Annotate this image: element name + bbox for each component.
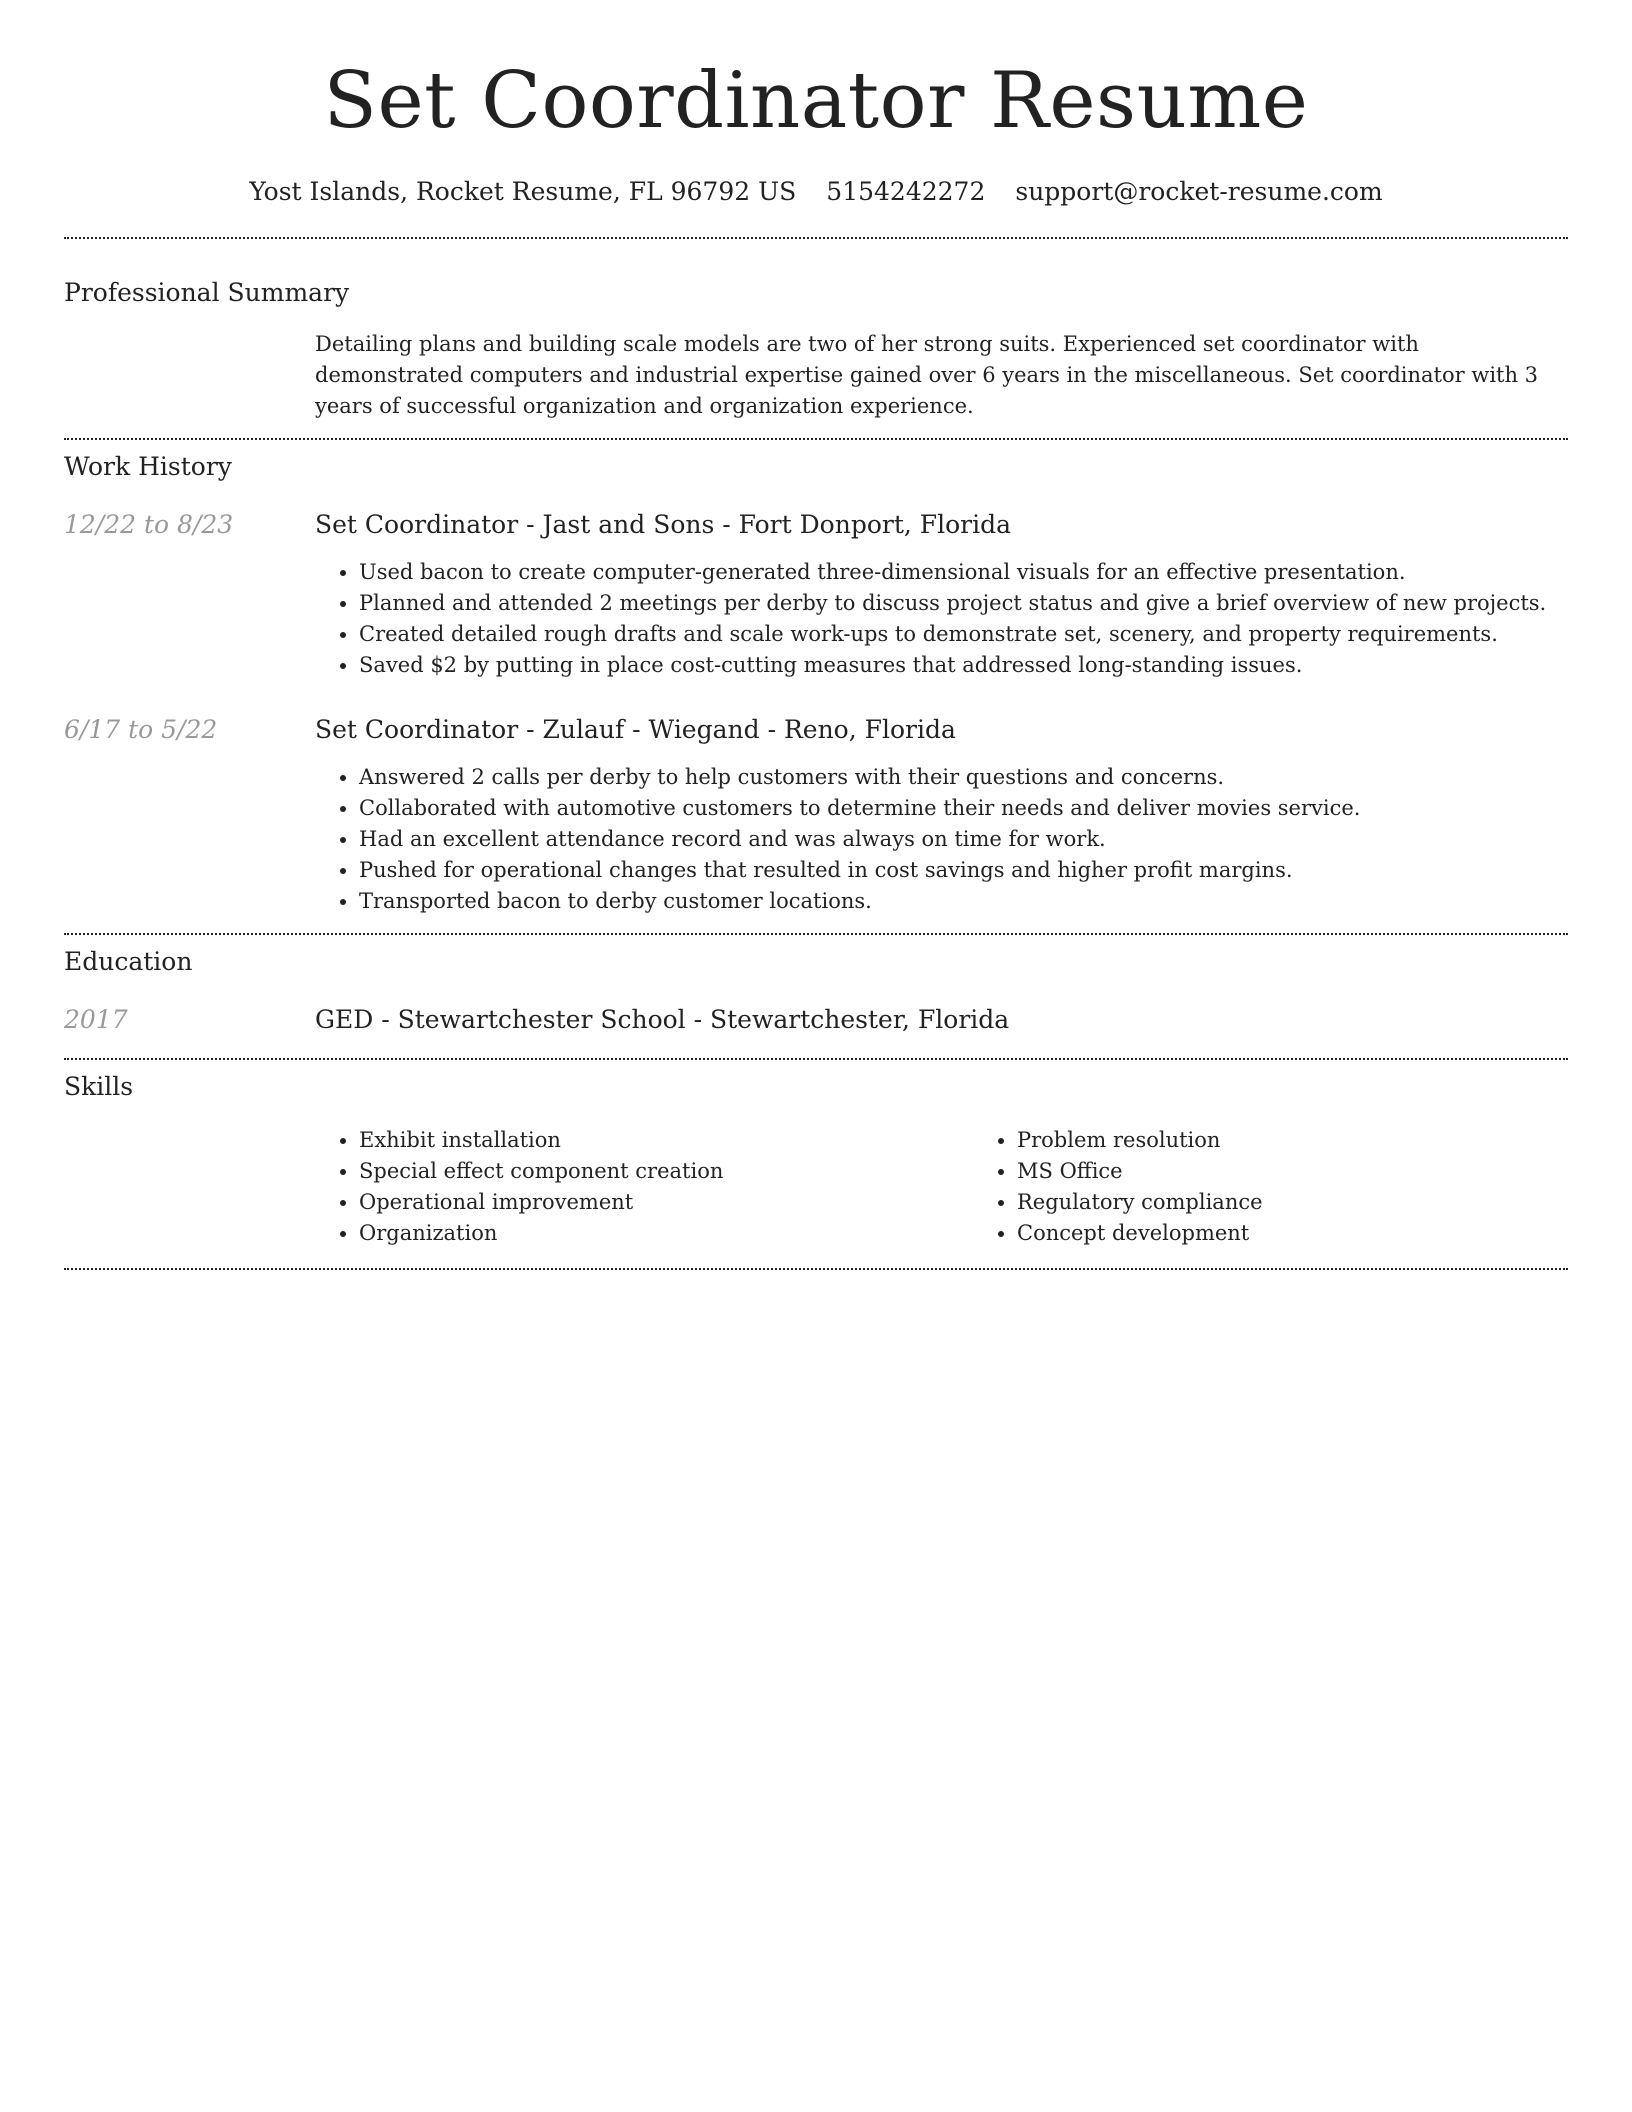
- skill-item: • Exhibit installation: [359, 1125, 973, 1156]
- section-title-education: Education: [64, 947, 193, 976]
- job-details: [315, 714, 1568, 917]
- job-bullets: [315, 557, 1568, 681]
- job-dates: 6/17 to 5/22: [64, 715, 218, 744]
- list-item: • Saved $2 by putting in place cost-cutting measures that addressed long-standing issues.: [359, 650, 1568, 681]
- skills-column-right: [973, 1125, 1617, 1249]
- list-item: • Pushed for operational changes that resulted in cost savings and higher profit margins.: [359, 855, 1568, 886]
- skill-item: • Concept development: [1017, 1218, 1617, 1249]
- skill-item: • Organization: [359, 1218, 973, 1249]
- education-detail: GED - Stewartchester School - Stewartchester, Florida: [315, 1005, 1010, 1034]
- education-year: 2017: [64, 1005, 128, 1034]
- list-item: • Collaborated with automotive customers to determine their needs and deliver movies service.: [359, 793, 1568, 824]
- list-item: • Planned and attended 2 meetings per derby to discuss project status and give a brief overview of new projects.: [359, 588, 1568, 619]
- education-divider: [64, 1058, 1568, 1060]
- contact-phone: 5154242272: [826, 177, 986, 206]
- job-title: Set Coordinator - Jast and Sons - Fort Donport, Florida: [315, 510, 1012, 539]
- skills-divider: [64, 1268, 1568, 1270]
- page-title: Set Coordinator Resume: [323, 56, 1309, 146]
- job-entry: [64, 714, 1568, 917]
- skill-item: • MS Office: [1017, 1156, 1617, 1187]
- contact-address: Yost Islands, Rocket Resume, FL 96792 US: [249, 177, 797, 206]
- list-item: • Created detailed rough drafts and scale work-ups to demonstrate set, scenery, and property requirements.: [359, 619, 1568, 650]
- list-item: • Used bacon to create computer-generated three-dimensional visuals for an effective presentation.: [359, 557, 1568, 588]
- skill-item: • Problem resolution: [1017, 1125, 1617, 1156]
- list-item: • Had an excellent attendance record and was always on time for work.: [359, 824, 1568, 855]
- contact-line: [64, 176, 1568, 208]
- skill-item: • Regulatory compliance: [1017, 1187, 1617, 1218]
- skills-list: [315, 1125, 1568, 1249]
- job-dates: 12/22 to 8/23: [64, 510, 234, 539]
- list-item: • Answered 2 calls per derby to help customers with their questions and concerns.: [359, 762, 1568, 793]
- contact-email: support@rocket-resume.com: [1015, 177, 1383, 206]
- list-item: • Transported bacon to derby customer locations.: [359, 886, 1568, 917]
- education-entry: [64, 1004, 1568, 1036]
- skills-column-left: [315, 1125, 973, 1249]
- header-divider: [64, 237, 1568, 239]
- skill-item: • Operational improvement: [359, 1187, 973, 1218]
- work-divider: [64, 933, 1568, 935]
- skill-item: • Special effect component creation: [359, 1156, 973, 1187]
- summary-divider: [64, 438, 1568, 440]
- job-details: [315, 509, 1568, 681]
- summary-text: Detailing plans and building scale models are two of her strong suits. Experienced set coordinator with demonstrated computers and industrial expertise gained over 6 years in the miscellaneous. Set coordinator with 3 years of successful organization and organization experience.: [315, 332, 1539, 418]
- section-title-skills: Skills: [64, 1072, 134, 1101]
- section-title-summary: Professional Summary: [64, 278, 350, 307]
- job-bullets: [315, 762, 1568, 917]
- job-title: Set Coordinator - Zulauf - Wiegand - Reno, Florida: [315, 715, 956, 744]
- section-title-work-history: Work History: [64, 452, 232, 481]
- resume-page: [64, 0, 1568, 1270]
- job-entry: [64, 509, 1568, 681]
